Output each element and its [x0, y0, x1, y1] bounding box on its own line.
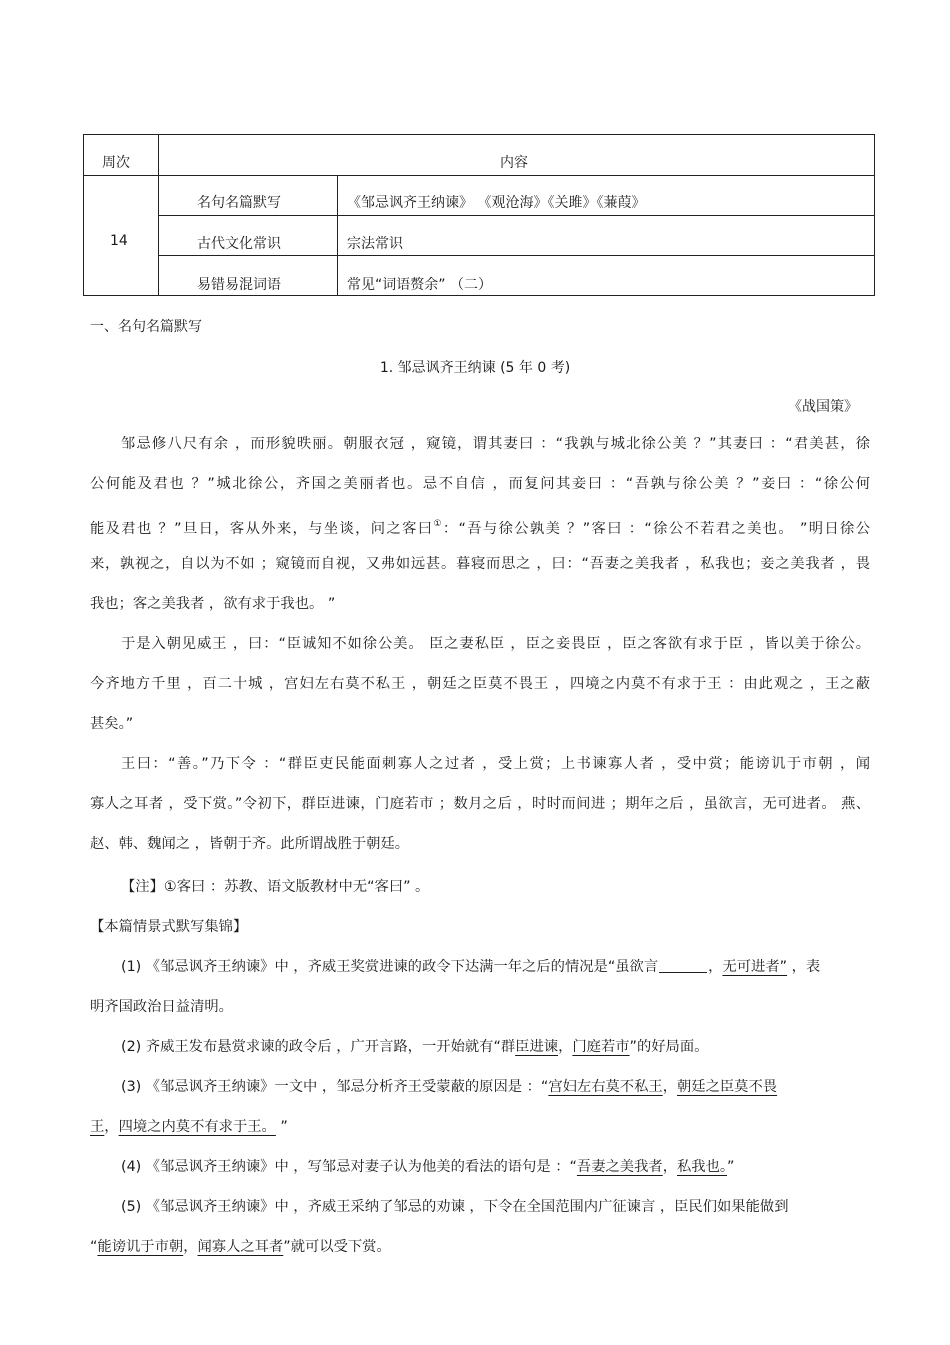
- schedule-table: [83, 134, 875, 296]
- table-header-content: 内容: [500, 155, 528, 171]
- question-5: (5) 《邹忌讽齐王纳谏》中 ，齐威王采纳了邹忌的劝谏 ，下令在全国范围内广征谏言 ，臣民们如果能做到: [121, 1199, 789, 1215]
- text-line: 于是入朝见威王 ，曰：“臣诚知不如徐公美。 臣之妻私臣 ，臣之妾畏臣 ，臣之客欲有求于臣 ，皆以美于徐公。: [121, 636, 870, 652]
- table-category: 古代文化常识: [197, 236, 281, 252]
- answer-text: 朝廷之臣莫不畏: [676, 1079, 778, 1095]
- answer-text: 门庭若市: [572, 1039, 630, 1055]
- answer-text: 吾妻之美我者: [576, 1159, 663, 1175]
- text-line: 邹忌修八尺有余 ，而形貌昳丽。朝服衣冠 ，窥镜，谓其妻曰 ：“我孰与城北徐公美 ？”其妻曰 ：“君美甚，徐: [121, 436, 870, 452]
- text-line: 我也；客之美我者 ，欲有求于我也。 ”: [90, 596, 336, 612]
- answer-text: 宫妇左右莫不私王: [548, 1079, 663, 1095]
- text-line: 甚矣。”: [90, 716, 134, 732]
- table-week-number: 14: [110, 233, 128, 249]
- table-divider: [84, 175, 874, 176]
- answer-text: 能谤讥于市朝: [97, 1239, 184, 1255]
- question-text: ”的好局面。: [629, 1039, 709, 1055]
- answer-text: 臣进谏: [515, 1039, 559, 1055]
- text-line: 来，孰视之，自以为不如 ；窥镜而自视，又弗如远甚。暮寝而思之 ，曰：“吾妻之美我者 ，私我也；妾之美我者 ，畏: [90, 556, 870, 572]
- exercise-heading: 【本篇情景式默写集锦】: [90, 919, 248, 935]
- text-line: 赵、韩、魏闻之 ，皆朝于齐。此所谓战胜于朝廷。: [90, 836, 410, 852]
- question-text: ”: [727, 1159, 735, 1175]
- table-content: 宗法常识: [347, 236, 403, 252]
- question-text: ，表: [787, 959, 821, 975]
- question-text: (2) 齐威王发布悬赏求谏的政令后 ，广开言路，一开始就有“群: [121, 1039, 516, 1055]
- question-text: (1) 《邹忌讽齐王纳谏》中 ，齐威王奖赏进谏的政令下达满一年之后的情况是“虽欲言: [121, 959, 659, 975]
- answer-text: 王: [90, 1119, 105, 1135]
- comma: ，: [662, 1079, 677, 1095]
- answer-blank: [659, 958, 707, 973]
- question-2: [121, 1036, 901, 1056]
- text-line: 今齐地方千里 ，百二十城 ，宫妇左右莫不私王 ，朝廷之臣莫不畏王 ，四境之内莫不有求于王 ：由此观之 ，王之蔽: [90, 676, 870, 692]
- question-5-cont: [90, 1236, 870, 1256]
- table-category: 名句名篇默写: [197, 195, 281, 211]
- table-divider: [158, 215, 874, 216]
- article-title: 1. 邹忌讽齐王纳谏 (5 年 0 考): [379, 360, 571, 376]
- question-1: [121, 956, 901, 976]
- table-header-week: 周次: [102, 155, 130, 171]
- question-3-cont: [90, 1116, 870, 1136]
- comma: ，: [558, 1039, 573, 1055]
- comma: ，: [104, 1119, 119, 1135]
- text-line: 寡人之耳者 ，受下赏。”令初下，群臣进谏，门庭若市 ；数月之后 ，时时而间进 ；期年之后 ，虽欲言，无可进者。 燕、: [90, 796, 870, 812]
- text-line: 公何能及君也 ？”城北徐公，齐国之美丽者也。忌不自信 ，而复问其妾曰 ：“吾孰与徐公美 ？”妾曰 ：“徐公何: [90, 476, 870, 492]
- text-line: 王曰：“善。”乃下令 ：“群臣吏民能面刺寡人之过者 ，受上赏；上书谏寡人者 ，受中赏；能谤讥于市朝 ，闻: [121, 756, 870, 772]
- table-divider: [158, 255, 874, 256]
- text-fragment: 能及君也 ？”旦日，客从外来，与坐谈，问之客曰: [90, 521, 434, 537]
- question-4: [121, 1156, 901, 1176]
- paragraph-2: [90, 624, 870, 744]
- answer-text: 闻寡人之耳者: [197, 1239, 284, 1255]
- table-content: 《邹忌讽齐王纳谏》 《观沧海》《关雎》《蒹葭》: [347, 195, 646, 211]
- article-source: 《战国策》: [788, 399, 858, 415]
- answer-text: 私我也。: [676, 1159, 728, 1175]
- question-text: (4) 《邹忌讽齐王纳谏》中 ，写邹忌对妻子认为他美的看法的语句是 ：“: [121, 1159, 577, 1175]
- table-divider: [337, 176, 338, 295]
- question-text: ”: [275, 1119, 288, 1135]
- comma: ，: [662, 1159, 677, 1175]
- paragraph-3: [90, 744, 870, 864]
- answer-text: 无可进者”: [722, 959, 788, 975]
- table-content: 常见“词语赘余” （二）: [347, 277, 492, 293]
- text-fragment: ：“吾与徐公孰美 ？”客曰 ：“徐公不若君之美也。 ”明日徐公: [442, 521, 871, 537]
- comma: ，: [708, 959, 723, 975]
- text-line: [90, 504, 870, 544]
- quote-mark: “: [90, 1239, 98, 1255]
- table-category: 易错易混词语: [197, 277, 281, 293]
- question-text: (3) 《邹忌讽齐王纳谏》一文中 ，邹忌分析齐王受蒙蔽的原因是 ：“: [121, 1079, 549, 1095]
- section-heading: 一、名句名篇默写: [90, 319, 202, 335]
- paragraph-1: [90, 424, 870, 624]
- comma: ，: [183, 1239, 198, 1255]
- question-text: ”就可以受下赏。: [283, 1239, 391, 1255]
- footnote-marker: ①: [433, 519, 443, 529]
- question-3: [121, 1076, 901, 1096]
- footnote: 【注】①客曰 ：苏教、语文版教材中无“客曰” 。: [121, 879, 430, 895]
- answer-text: 四境之内莫不有求于王。: [118, 1119, 276, 1135]
- question-1-cont: 明齐国政治日益清明。: [90, 999, 233, 1015]
